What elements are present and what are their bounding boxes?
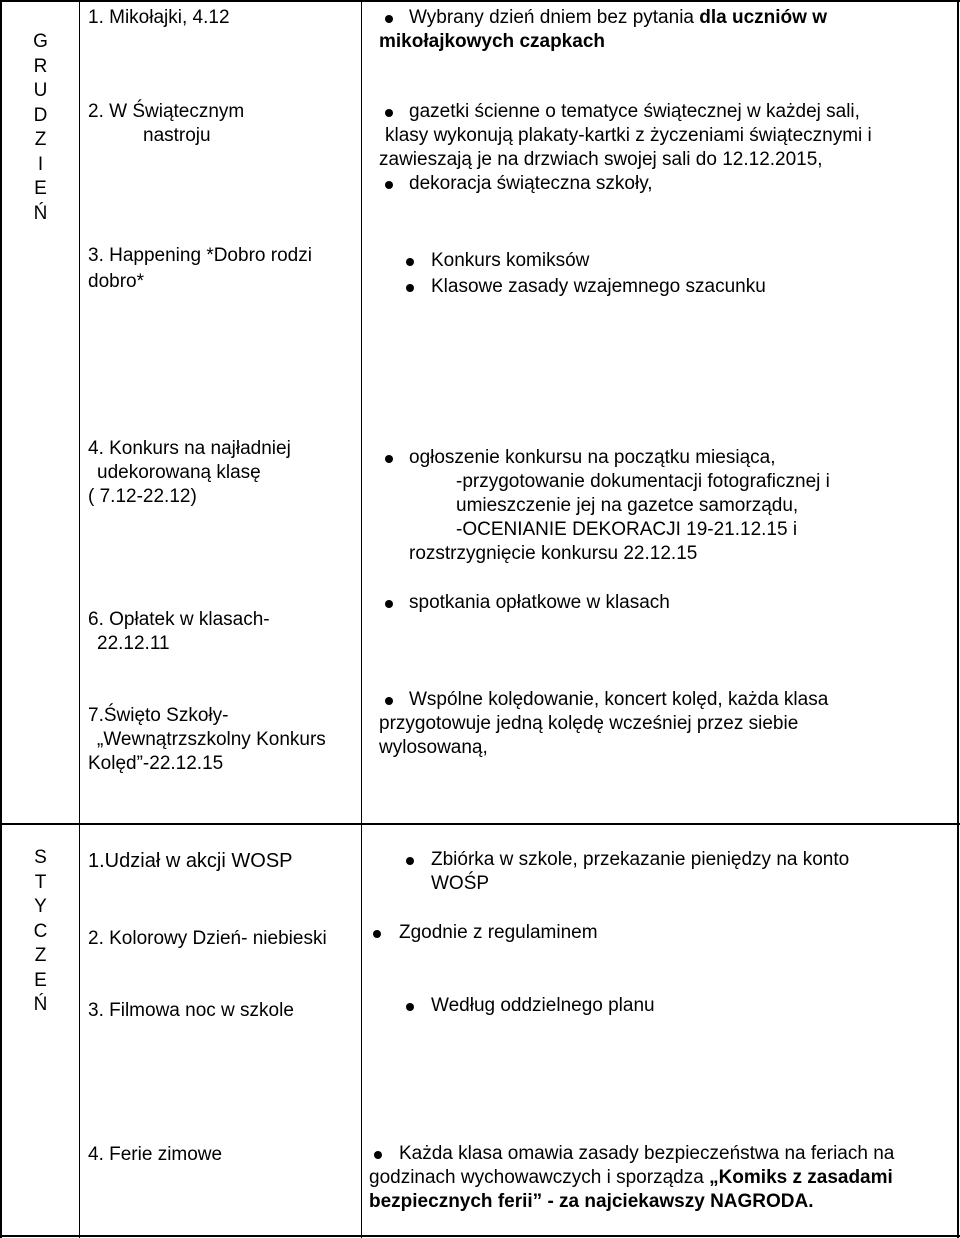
table-border-right: [957, 0, 959, 1238]
bullet-icon: [406, 258, 414, 266]
event-title-swieto-szkoly-line2: „Wewnątrzszkolny Konkurs: [97, 729, 326, 750]
bullet-icon: [373, 930, 381, 938]
event-desc-koledy: Wspólne kolędowanie, koncert kolęd, każda klasa: [409, 689, 829, 710]
month-letter: C: [33, 920, 48, 942]
month-letter: R: [33, 55, 48, 77]
event-desc-konkurs-line2: -przygotowanie dokumentacji fotograficznej i: [456, 471, 830, 492]
event-title-oplatek-line2: 22.12.11: [97, 633, 170, 654]
event-title-mikolajki: 1. Mikołajki, 4.12: [88, 7, 230, 28]
event-desc-plan: Według oddzielnego planu: [431, 995, 655, 1016]
month-letter: I: [37, 153, 44, 175]
table-border-bottom: [0, 1235, 960, 1237]
month-letter: T: [34, 871, 47, 893]
event-title-oplatek: 6. Opłatek w klasach-: [88, 609, 270, 630]
event-desc-ferie-line2: [369, 1166, 893, 1190]
desc-bold: „Komiks z zasadami: [709, 1167, 893, 1188]
event-desc-gazetki: gazetki ścienne o tematyce świątecznej w każdej sali,: [409, 101, 860, 122]
bullet-icon: [385, 15, 393, 23]
bullet-icon: [385, 697, 393, 705]
event-title-konkurs-klasa: 4. Konkurs na najładniej: [88, 438, 291, 459]
event-desc-wosp-line2: WOŚP: [431, 873, 490, 894]
event-title-happening: 3. Happening *Dobro rodzi: [88, 245, 312, 266]
event-title-kolorowy-dzien: 2. Kolorowy Dzień- niebieski: [88, 928, 327, 949]
column-divider-1: [79, 0, 80, 1238]
month-letter: D: [33, 104, 48, 126]
bullet-icon: [406, 857, 414, 865]
event-title-filmowa-noc: 3. Filmowa noc w szkole: [88, 1000, 294, 1021]
event-desc-dekoracja: dekoracja świąteczna szkoły,: [409, 173, 653, 194]
event-title-swieto-szkoly-line3: Kolęd”-22.12.15: [88, 753, 224, 774]
month-letter: E: [34, 178, 47, 199]
bullet-icon: [385, 181, 393, 189]
event-desc-gazetki-line3: zawieszają je na drzwiach swojej sali do 12.12.2015,: [379, 149, 823, 170]
desc-text: Wybrany dzień dniem bez pytania: [409, 7, 700, 28]
event-desc-koledy-line2: przygotowuje jedną kolędę wcześniej przez siebie: [379, 713, 799, 734]
bullet-icon: [385, 109, 393, 117]
month-letter: G: [33, 31, 48, 52]
event-desc-koledy-line3: wylosowaną,: [379, 737, 488, 758]
event-desc-regulamin: Zgodnie z regulaminem: [399, 922, 598, 943]
event-desc-konkurs-line5: rozstrzygnięcie konkursu 22.12.15: [409, 543, 698, 564]
event-desc-zasady: Klasowe zasady wzajemnego szacunku: [431, 276, 766, 297]
column-divider-2: [361, 0, 362, 1238]
desc-bold: dla uczniów w: [699, 7, 827, 28]
event-desc-konkurs-line3: umieszczenie jej na gazetce samorządu,: [456, 495, 799, 516]
bullet-icon: [385, 455, 393, 463]
event-title-wosp: 1.Udział w akcji WOSP: [88, 850, 293, 872]
month-divider: [0, 823, 960, 825]
event-title-swiateczny-line2: nastroju: [143, 125, 211, 146]
event-title-konkurs-klasa-line2: udekorowaną klasę: [97, 462, 261, 483]
event-desc-gazetki-line2: klasy wykonują plakaty-kartki z życzeniami świątecznymi i: [385, 125, 872, 146]
event-desc-ferie: Każda klasa omawia zasady bezpieczeństwa na feriach na: [399, 1143, 895, 1164]
month-letter: Z: [34, 129, 47, 150]
desc-text: godzinach wychowawczych i sporządza: [369, 1167, 710, 1188]
desc-bold: mikołajkowych czapkach: [379, 31, 605, 52]
event-title-happening-line2: dobro*: [88, 271, 144, 292]
month-label-styczen: [2, 846, 79, 1018]
event-desc-komiksy: Konkurs komiksów: [431, 250, 590, 271]
bullet-icon: [374, 1151, 382, 1159]
month-letter: Ń: [33, 202, 48, 224]
event-desc-wosp: Zbiórka w szkole, przekazanie pieniędzy na konto: [431, 849, 850, 870]
table-border-top: [0, 0, 960, 2]
event-desc-konkurs: ogłoszenie konkursu na początku miesiąca,: [409, 447, 776, 468]
event-desc-ferie-line3: [369, 1190, 814, 1214]
event-title-swieto-szkoly: 7.Święto Szkoły-: [88, 705, 229, 726]
event-desc-mikolajki: [409, 6, 827, 30]
bullet-icon: [406, 1003, 414, 1011]
month-letter: Y: [34, 896, 47, 917]
bullet-icon: [406, 284, 414, 292]
event-title-swiateczny: 2. W Świątecznym: [88, 101, 245, 122]
month-letter: E: [34, 969, 47, 991]
event-desc-konkurs-line4: -OCENIANIE DEKORACJI 19-21.12.15 i: [456, 519, 798, 540]
bullet-icon: [385, 600, 393, 608]
event-desc-oplatek: spotkania opłatkowe w klasach: [409, 592, 670, 613]
month-label-grudzien: [2, 30, 79, 226]
event-desc-mikolajki-line2: [379, 30, 605, 54]
desc-bold: bezpiecznych ferii” - za najciekawszy NAGRODA.: [369, 1191, 814, 1212]
month-letter: Z: [34, 945, 47, 966]
month-letter: Ń: [33, 994, 48, 1015]
event-title-ferie: 4. Ferie zimowe: [88, 1144, 223, 1165]
event-title-konkurs-klasa-line3: ( 7.12-22.12): [88, 486, 197, 507]
month-letter: S: [34, 847, 47, 868]
month-letter: U: [33, 80, 48, 101]
